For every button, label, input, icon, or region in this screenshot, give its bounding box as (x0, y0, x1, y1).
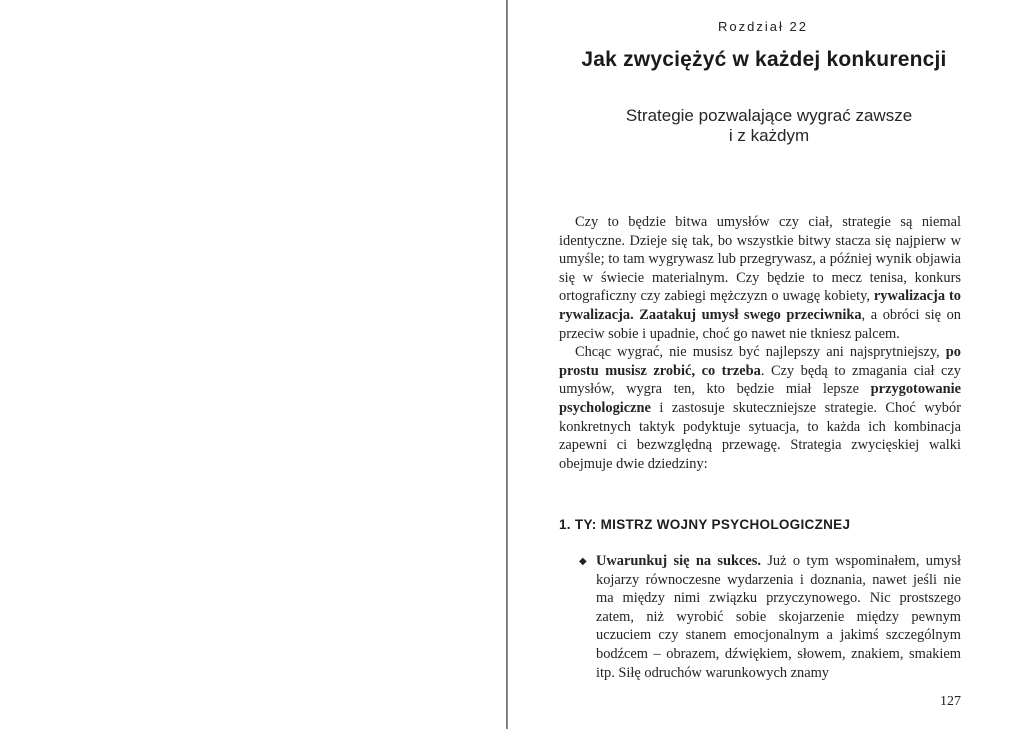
bullet-text (596, 552, 961, 682)
chapter-title: Jak zwyciężyć w każdej konkurencji (581, 48, 947, 71)
paragraph-1-bold-a: rywalizacja to rywalizacja. Zaatakuj umysł swego przeciwnika (559, 288, 961, 323)
right-page (509, 0, 1017, 729)
chapter-label: Rozdział 22 (718, 19, 808, 34)
paragraph-2 (559, 343, 961, 473)
subtitle-line-2: i z każdym (728, 126, 810, 145)
paragraph-2-text-a: Chcąc wygrać, nie musisz być najlepszy ani najsprytniejszy, (575, 344, 946, 361)
paragraph-2-bold-b: przygotowanie psychologiczne (559, 381, 961, 416)
paragraph-2-text-b: . Czy będą to zmagania ciał czy umysłów, wygra ten, kto będzie miał lepsze (559, 362, 961, 398)
page-number: 127 (940, 694, 961, 709)
paragraph-1 (559, 213, 961, 343)
chapter-subtitle (559, 106, 979, 146)
book-gutter (506, 0, 508, 729)
bullet-bold: Uwarunkuj się na sukces. (596, 553, 761, 569)
bullet-diamond-icon: ◆ (579, 556, 587, 567)
section-heading: 1. TY: MISTRZ WOJNY PSYCHOLOGICZNEJ (559, 517, 851, 532)
bullet-body: Już o tym wspominałem, umysł kojarzy równoczesne wydarzenia i doznania, nawet jeśli nie ma między nimi związku przyczynowego. Nic prostszego zatem, niż wyrobić sobie skojarzenie między pewnym uczuciem czy stanem emocjonalnym a jakimś szczególnym bodźcem – obrazem, dźwiękiem, słowem, znakiem, smakiem itp. Siłę odruchów warunkowych znamy (596, 553, 961, 681)
left-page-blank (0, 0, 505, 729)
paragraph-1-text-b: , a obróci się on przeciw sobie i upadnie, choć go nawet nie tkniesz palcem. (559, 306, 962, 342)
subtitle-line-1: Strategie pozwalające wygrać zawsze (625, 106, 913, 125)
paragraph-2-bold-a: po prostu musisz zrobić, co trzeba (559, 344, 961, 379)
paragraph-1-text-a: Czy to będzie bitwa umysłów czy ciał, strategie są niemal identyczne. Dzieje się tak, bo wszystkie bitwy stacza się najpierw w umyśle; to tam wygrywasz lub przegrywasz, a później wynik objawia się w świecie materialnym. Czy będzie to mecz tenisa, konkurs ortograficzny czy zabiegi mężczyzn o uwagę kobiety, (559, 214, 961, 305)
paragraph-2-text-c: i zastosuje skuteczniejsze strategie. Choć wybór konkretnych taktyk podyktuje sytuacja, to każda ich kombinacja zapewni ci bezwzględną przewagę. Strategia zwycięskiej walki obejmuje dwie dziedziny: (559, 399, 961, 472)
body-text (559, 213, 961, 473)
